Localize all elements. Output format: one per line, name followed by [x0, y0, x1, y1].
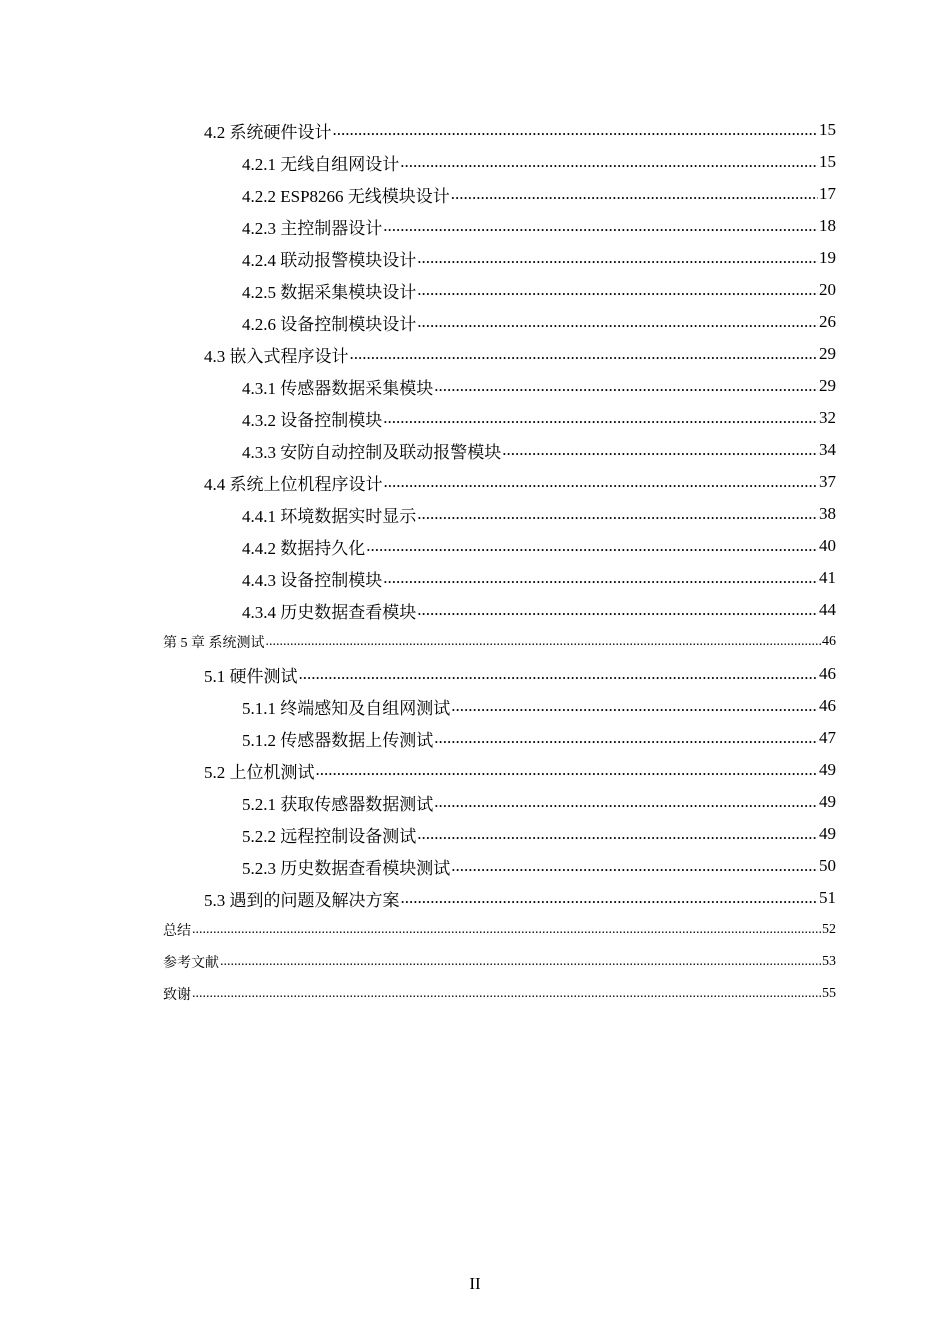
- toc-entry-page: 18: [819, 216, 836, 235]
- toc-entry-page: 55: [822, 986, 836, 1001]
- toc-dot-leader: [383, 568, 818, 588]
- toc-entry-title: 4.3.4 历史数据查看模块: [242, 602, 417, 622]
- toc-entry-page: 50: [819, 856, 836, 875]
- toc-entry-title: 4.3.2 设备控制模块: [242, 410, 383, 430]
- toc-entry-page: 46: [822, 634, 836, 649]
- toc-entry-page: 38: [819, 504, 836, 523]
- toc-entry[interactable]: [0, 530, 950, 562]
- toc-dot-leader: [417, 824, 818, 844]
- toc-entry-title: 致谢: [163, 988, 191, 1003]
- toc-entry-title: 4.4.1 环境数据实时显示: [242, 506, 417, 526]
- toc-entry-title: 4.4.3 设备控制模块: [242, 570, 383, 590]
- toc-entry[interactable]: [0, 274, 950, 306]
- toc-dot-leader: [417, 280, 818, 300]
- toc-entry-title: 4.2 系统硬件设计: [204, 122, 332, 142]
- toc-dot-leader: [417, 504, 818, 524]
- toc-entry-title: 4.3.1 传感器数据采集模块: [242, 378, 434, 398]
- table-of-contents: [0, 114, 950, 1010]
- toc-entry-page: 20: [819, 280, 836, 299]
- toc-entry-page: 29: [819, 344, 836, 363]
- toc-entry[interactable]: [0, 658, 950, 690]
- toc-entry-page: 46: [819, 696, 836, 715]
- toc-dot-leader: [451, 856, 818, 876]
- toc-entry-title: 5.2 上位机测试: [204, 762, 315, 782]
- toc-dot-leader: [434, 376, 818, 396]
- toc-entry[interactable]: [0, 690, 950, 722]
- toc-entry[interactable]: [0, 626, 950, 658]
- toc-entry[interactable]: [0, 882, 950, 914]
- toc-entry-page: 52: [822, 922, 836, 937]
- toc-entry-title: 4.2.2 ESP8266 无线模块设计: [242, 186, 450, 206]
- toc-entry[interactable]: [0, 338, 950, 370]
- toc-entry-title: 5.2.1 获取传感器数据测试: [242, 794, 434, 814]
- toc-entry[interactable]: [0, 146, 950, 178]
- toc-dot-leader: [383, 408, 818, 428]
- toc-entry[interactable]: [0, 850, 950, 882]
- toc-dot-leader: [192, 986, 821, 1002]
- toc-entry-title: 总结: [163, 924, 191, 939]
- toc-entry[interactable]: [0, 242, 950, 274]
- toc-entry-page: 15: [819, 120, 836, 139]
- toc-entry[interactable]: [0, 370, 950, 402]
- toc-entry-title: 5.1.1 终端感知及自组网测试: [242, 698, 451, 718]
- toc-entry-title: 4.2.5 数据采集模块设计: [242, 282, 417, 302]
- toc-entry-page: 40: [819, 536, 836, 555]
- toc-entry-page: 44: [819, 600, 836, 619]
- toc-entry-title: 参考文献: [163, 956, 219, 971]
- toc-entry[interactable]: [0, 594, 950, 626]
- toc-dot-leader: [266, 634, 822, 650]
- toc-entry-page: 32: [819, 408, 836, 427]
- toc-entry-page: 29: [819, 376, 836, 395]
- toc-dot-leader: [316, 760, 819, 780]
- toc-entry-page: 53: [822, 954, 836, 969]
- toc-entry-title: 5.2.2 远程控制设备测试: [242, 826, 417, 846]
- toc-entry-title: 4.3 嵌入式程序设计: [204, 346, 349, 366]
- toc-entry[interactable]: [0, 114, 950, 146]
- toc-entry[interactable]: [0, 210, 950, 242]
- toc-dot-leader: [366, 536, 818, 556]
- toc-dot-leader: [220, 954, 821, 970]
- toc-entry-page: 15: [819, 152, 836, 171]
- toc-entry-title: 4.2.6 设备控制模块设计: [242, 314, 417, 334]
- toc-entry-title: 4.3.3 安防自动控制及联动报警模块: [242, 442, 502, 462]
- toc-entry[interactable]: [0, 562, 950, 594]
- toc-entry[interactable]: [0, 914, 950, 946]
- toc-dot-leader: [417, 600, 818, 620]
- toc-entry-page: 37: [819, 472, 836, 491]
- toc-dot-leader: [417, 312, 818, 332]
- toc-entry-page: 49: [819, 760, 836, 779]
- toc-entry-title: 5.1 硬件测试: [204, 666, 298, 686]
- toc-dot-leader: [417, 248, 818, 268]
- toc-entry-page: 46: [819, 664, 836, 683]
- toc-entry-title: 4.4.2 数据持久化: [242, 538, 366, 558]
- toc-dot-leader: [192, 922, 821, 938]
- toc-entry[interactable]: [0, 754, 950, 786]
- toc-entry-title: 4.2.3 主控制器设计: [242, 218, 383, 238]
- toc-dot-leader: [350, 344, 819, 364]
- toc-dot-leader: [502, 440, 818, 460]
- toc-entry-title: 5.3 遇到的问题及解决方案: [204, 890, 400, 910]
- toc-entry-title: 4.4 系统上位机程序设计: [204, 474, 383, 494]
- toc-dot-leader: [451, 696, 818, 716]
- toc-entry[interactable]: [0, 786, 950, 818]
- toc-entry[interactable]: [0, 946, 950, 978]
- toc-entry[interactable]: [0, 434, 950, 466]
- toc-entry[interactable]: [0, 178, 950, 210]
- toc-dot-leader: [434, 792, 818, 812]
- toc-entry-title: 第 5 章 系统测试: [163, 636, 265, 651]
- toc-entry-page: 41: [819, 568, 836, 587]
- toc-entry-page: 51: [819, 888, 836, 907]
- toc-entry[interactable]: [0, 722, 950, 754]
- toc-dot-leader: [400, 152, 818, 172]
- toc-dot-leader: [451, 184, 818, 204]
- toc-entry[interactable]: [0, 818, 950, 850]
- toc-entry-title: 4.2.1 无线自组网设计: [242, 154, 400, 174]
- toc-dot-leader: [333, 120, 819, 140]
- toc-entry-page: 47: [819, 728, 836, 747]
- toc-entry-page: 26: [819, 312, 836, 331]
- toc-entry-title: 4.2.4 联动报警模块设计: [242, 250, 417, 270]
- toc-entry[interactable]: [0, 306, 950, 338]
- toc-entry[interactable]: [0, 466, 950, 498]
- toc-entry[interactable]: [0, 498, 950, 530]
- toc-entry-page: 17: [819, 184, 836, 203]
- page-number: II: [469, 1274, 481, 1293]
- toc-dot-leader: [434, 728, 818, 748]
- toc-entry-title: 5.1.2 传感器数据上传测试: [242, 730, 434, 750]
- toc-dot-leader: [401, 888, 819, 908]
- toc-entry[interactable]: [0, 402, 950, 434]
- toc-entry-page: 49: [819, 824, 836, 843]
- toc-entry-page: 49: [819, 792, 836, 811]
- toc-entry-page: 34: [819, 440, 836, 459]
- toc-dot-leader: [384, 472, 819, 492]
- toc-dot-leader: [299, 664, 819, 684]
- toc-entry[interactable]: [0, 978, 950, 1010]
- toc-dot-leader: [383, 216, 818, 236]
- toc-entry-page: 19: [819, 248, 836, 267]
- toc-entry-title: 5.2.3 历史数据查看模块测试: [242, 858, 451, 878]
